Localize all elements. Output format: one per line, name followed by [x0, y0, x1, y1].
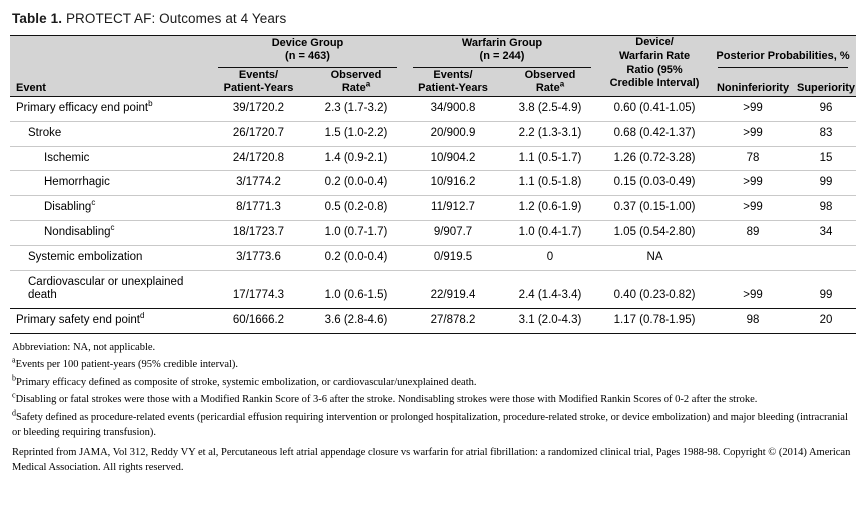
footnote-text: Events per 100 patient-years (95% credible interval).: [15, 359, 239, 371]
cell-noninferiority: >99: [710, 196, 796, 221]
header-device-rule: [218, 67, 397, 68]
header-device-group-line1: Device Group: [271, 36, 344, 49]
cell-rate-ratio: 0.40 (0.23-0.82): [599, 270, 710, 309]
header-spacer: [10, 36, 210, 69]
header-warfarin-events-line1: Events/: [433, 68, 473, 81]
table-row: [10, 220, 856, 245]
header-device-rate-line1: Observed: [330, 68, 382, 81]
table-body: [10, 97, 856, 334]
header-device-rate-line2: Rate: [341, 82, 366, 95]
cell-warfarin-events: 20/900.9: [405, 121, 501, 146]
cell-noninferiority: [710, 245, 796, 270]
header-device-group-line2: (n = 463): [285, 50, 330, 63]
header-warfarin-group: [405, 36, 599, 69]
cell-superiority: [796, 245, 856, 270]
cell-device-events: 24/1720.8: [210, 146, 307, 171]
footnote-text: Disabling or fatal strokes were those with a Modified Rankin Score of 3-6 after the stroke. Nondisabling strokes were those with Modified Rankin Scores of 0-2 after the stroke.: [15, 394, 758, 406]
cell-superiority: 99: [796, 270, 856, 309]
cell-noninferiority: 89: [710, 220, 796, 245]
cell-device-events: 3/1773.6: [210, 245, 307, 270]
table-row: [10, 121, 856, 146]
cell-warfarin-rate: 3.1 (2.0-4.3): [501, 309, 599, 334]
table-row: [10, 146, 856, 171]
page-title: [12, 11, 856, 26]
footnote-marker: d: [12, 408, 16, 418]
cell-warfarin-rate: 3.8 (2.5-4.9): [501, 97, 599, 122]
cell-device-events: 17/1774.3: [210, 270, 307, 309]
row-label-text: Stroke: [28, 126, 62, 139]
cell-device-rate: 1.4 (0.9-2.1): [307, 146, 405, 171]
footnote-text: Abbreviation: NA, not applicable.: [12, 341, 156, 353]
header-posterior-probabilities: [710, 36, 856, 69]
header-warfarin-rule: [413, 67, 591, 68]
row-label-text: Primary safety end point: [16, 314, 141, 327]
header-rate-ratio-line1: Device/: [635, 36, 674, 48]
cell-noninferiority: 78: [710, 146, 796, 171]
cell-device-rate: 1.0 (0.7-1.7): [307, 220, 405, 245]
table-row: [10, 171, 856, 196]
row-label: [10, 309, 210, 334]
row-label-text: Hemorrhagic: [44, 176, 110, 189]
cell-device-rate: 0.2 (0.0-0.4): [307, 171, 405, 196]
cell-device-rate: 1.0 (0.6-1.5): [307, 270, 405, 309]
row-label-text: Disabling: [44, 201, 92, 214]
row-label-text: Systemic embolization: [28, 250, 143, 263]
cell-warfarin-rate: 2.2 (1.3-3.1): [501, 121, 599, 146]
footnote-marker: a: [12, 355, 16, 365]
header-event: Event: [16, 82, 46, 95]
cell-superiority: 98: [796, 196, 856, 221]
cell-warfarin-events: 11/912.7: [405, 196, 501, 221]
cell-device-rate: 1.5 (1.0-2.2): [307, 121, 405, 146]
header-superiority: Superiority: [796, 82, 856, 95]
cell-rate-ratio: 0.37 (0.15-1.00): [599, 196, 710, 221]
row-footnote-marker: b: [148, 99, 153, 109]
cell-warfarin-events: 0/919.5: [405, 245, 501, 270]
cell-superiority: 34: [796, 220, 856, 245]
header-device-rate: [307, 68, 405, 96]
header-rate-ratio: [599, 36, 710, 97]
header-device-events-line2: Patient-Years: [223, 82, 294, 95]
cell-rate-ratio: 1.26 (0.72-3.28): [599, 146, 710, 171]
footnote: [12, 408, 856, 441]
header-group-row: [10, 36, 856, 69]
header-rate-ratio-line3: Ratio (95%: [626, 63, 683, 76]
cell-device-events: 39/1720.2: [210, 97, 307, 122]
row-label: [10, 196, 210, 221]
table-row: [10, 196, 856, 221]
row-label: [10, 245, 210, 270]
cell-warfarin-events: 10/916.2: [405, 171, 501, 196]
header-noninferiority: Noninferiority: [716, 82, 790, 95]
table-row: [10, 270, 856, 309]
row-label-text: Cardiovascular or unexplained death: [28, 275, 184, 302]
header-device-events-line1: Events/: [238, 68, 279, 81]
cell-rate-ratio: 1.17 (0.78-1.95): [599, 309, 710, 334]
header-warfarin-group-line1: Warfarin Group: [461, 36, 543, 49]
header-rate-ratio-line4: Credible Interval): [609, 77, 700, 90]
header-warfarin-rate-line2: Rate: [535, 82, 560, 95]
row-label-text: Nondisabling: [44, 225, 111, 238]
cell-warfarin-rate: 2.4 (1.4-3.4): [501, 270, 599, 309]
header-posterior-label: Posterior Probabilities, %: [716, 50, 850, 63]
reprint-pre: Reprinted from: [12, 447, 80, 459]
footnote-marker: b: [12, 373, 16, 383]
cell-noninferiority: >99: [710, 97, 796, 122]
cell-noninferiority: 98: [710, 309, 796, 334]
reprint-journal: JAMA: [79, 447, 108, 459]
row-label-text: Ischemic: [44, 151, 90, 164]
cell-superiority: 99: [796, 171, 856, 196]
header-warfarin-events: [405, 68, 501, 96]
table-header: [10, 36, 856, 97]
reprint-notice: [10, 446, 856, 476]
cell-warfarin-events: 27/878.2: [405, 309, 501, 334]
footnote-text: Safety defined as procedure-related events (pericardial effusion requiring intervention or prolonged hospitalization, procedure-related stroke, or device embolization) and major bleeding (intracranial or bleeding requiring transfusion).: [12, 411, 848, 438]
cell-noninferiority: >99: [710, 171, 796, 196]
header-posterior-rule: [718, 67, 848, 68]
cell-warfarin-events: 34/900.8: [405, 97, 501, 122]
row-label-text: Primary efficacy end point: [16, 102, 149, 114]
footnote-marker: c: [12, 390, 16, 400]
cell-warfarin-events: 9/907.7: [405, 220, 501, 245]
cell-warfarin-rate: 1.1 (0.5-1.8): [501, 171, 599, 196]
cell-superiority: 96: [796, 97, 856, 122]
cell-device-rate: 0.5 (0.2-0.8): [307, 196, 405, 221]
cell-warfarin-rate: 0: [501, 245, 599, 270]
cell-warfarin-rate: 1.0 (0.4-1.7): [501, 220, 599, 245]
row-footnote-marker: c: [91, 198, 96, 208]
cell-warfarin-events: 22/919.4: [405, 270, 501, 309]
row-label: [10, 97, 210, 122]
table-row: [10, 97, 856, 122]
cell-device-rate: 3.6 (2.8-4.6): [307, 309, 405, 334]
cell-device-events: 3/1774.2: [210, 171, 307, 196]
cell-device-events: 60/1666.2: [210, 309, 307, 334]
header-warfarin-events-line2: Patient-Years: [418, 82, 488, 95]
cell-rate-ratio: 0.15 (0.03-0.49): [599, 171, 710, 196]
header-device-group: [210, 36, 405, 69]
row-label: [10, 146, 210, 171]
cell-rate-ratio: NA: [599, 245, 710, 270]
cell-warfarin-rate: 1.1 (0.5-1.7): [501, 146, 599, 171]
footnote: [12, 341, 856, 356]
outcomes-table: [10, 35, 856, 334]
reprint-post: , Vol 312, Reddy VY et al, Percutaneous left atrial appendage closure vs warfarin for atrial fibrillation: a randomized clinical trial, Pages 1988-98. Copyright © (2014) American Medical Association. All rights reserved.: [12, 447, 851, 474]
footnote: [12, 390, 856, 408]
cell-rate-ratio: 0.68 (0.42-1.37): [599, 121, 710, 146]
footnote: [12, 373, 856, 391]
cell-device-rate: 0.2 (0.0-0.4): [307, 245, 405, 270]
header-warfarin-rate-footnote-marker: a: [559, 79, 565, 89]
cell-superiority: 15: [796, 146, 856, 171]
row-label: [10, 220, 210, 245]
cell-device-events: 18/1723.7: [210, 220, 307, 245]
header-device-rate-footnote-marker: a: [365, 79, 371, 89]
header-rate-ratio-line2: Warfarin Rate: [618, 49, 691, 62]
cell-warfarin-events: 10/904.2: [405, 146, 501, 171]
row-label: [10, 270, 210, 309]
caption-label: Table 1.: [12, 11, 63, 26]
cell-device-rate: 2.3 (1.7-3.2): [307, 97, 405, 122]
cell-superiority: 83: [796, 121, 856, 146]
row-label: [10, 171, 210, 196]
footnote: [12, 355, 856, 373]
header-column-row: [10, 68, 856, 96]
cell-warfarin-rate: 1.2 (0.6-1.9): [501, 196, 599, 221]
row-footnote-marker: d: [140, 311, 145, 321]
cell-device-events: 8/1771.3: [210, 196, 307, 221]
cell-noninferiority: >99: [710, 121, 796, 146]
row-label: [10, 121, 210, 146]
cell-rate-ratio: 0.60 (0.41-1.05): [599, 97, 710, 122]
header-warfarin-rate-line1: Observed: [524, 68, 576, 81]
header-warfarin-rate: [501, 68, 599, 96]
cell-rate-ratio: 1.05 (0.54-2.80): [599, 220, 710, 245]
table-row: [10, 309, 856, 334]
footnote-text: Primary efficacy defined as composite of stroke, systemic embolization, or cardiovascular/unexplained death.: [16, 376, 477, 388]
row-footnote-marker: c: [110, 223, 115, 233]
caption-text: PROTECT AF: Outcomes at 4 Years: [65, 11, 287, 26]
cell-superiority: 20: [796, 309, 856, 334]
table-row: [10, 245, 856, 270]
cell-device-events: 26/1720.7: [210, 121, 307, 146]
cell-noninferiority: >99: [710, 270, 796, 309]
footnotes: [10, 341, 856, 440]
header-device-events: [210, 68, 307, 96]
header-warfarin-group-line2: (n = 244): [479, 50, 525, 63]
